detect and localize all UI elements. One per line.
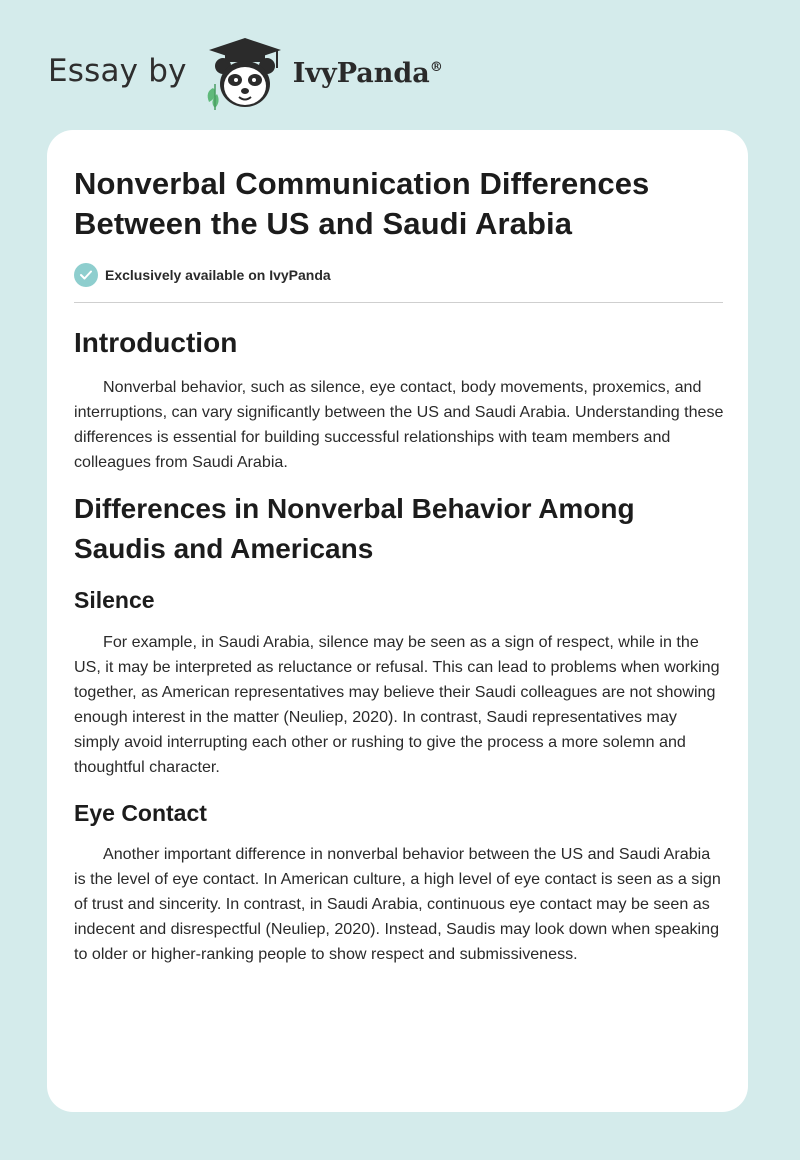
site-header: [48, 34, 443, 114]
exclusive-label: Exclusively available on IvyPanda: [105, 267, 331, 283]
heading-silence: Silence: [74, 587, 155, 613]
heading-introduction: Introduction: [74, 327, 238, 358]
check-icon: [74, 263, 98, 287]
essay-card: [47, 130, 748, 1112]
heading-differences: Differences in Nonverbal Behavior Among Saudis and Americans: [74, 493, 635, 564]
divider: [74, 302, 723, 303]
heading-eye-contact: Eye Contact: [74, 800, 207, 826]
exclusive-badge: [74, 263, 721, 287]
essay-title: Nonverbal Communication Differences Between the US and Saudi Arabia: [74, 166, 650, 241]
essay-by-label: Essay by: [48, 53, 187, 89]
paragraph-silence: For example, in Saudi Arabia, silence may be seen as a sign of respect, while in the US, it may be interpreted as reluctance or refusal. This can lead to problems when working together, as American representatives may believe their Saudi colleagues are not showing enough interest in the matter (Neuliep, 2020). In contrast, Saudi representatives may simply avoid interrupting each other or rushing to give the process a more solemn and thoughtful character.: [74, 633, 720, 776]
paragraph-introduction: Nonverbal behavior, such as silence, eye contact, body movements, proxemics, and interruptions, can vary significantly between the US and Saudi Arabia. Understanding these differences is essential for building successful relationships with team members and colleagues from Saudi Arabia.: [74, 378, 724, 471]
ivypanda-logo-icon[interactable]: [201, 36, 289, 112]
brand-name[interactable]: IvyPanda®: [292, 57, 443, 89]
paragraph-eye-contact: Another important difference in nonverbal behavior between the US and Saudi Arabia is the level of eye contact. In American culture, a high level of eye contact is seen as a sign of trust and sincerity. In contrast, in Saudi Arabia, continuous eye contact may be seen as indecent and disrespectful (Neuliep, 2020). Instead, Saudis may look down when speaking to older or higher-ranking people to show respect and submissiveness.: [74, 845, 721, 963]
